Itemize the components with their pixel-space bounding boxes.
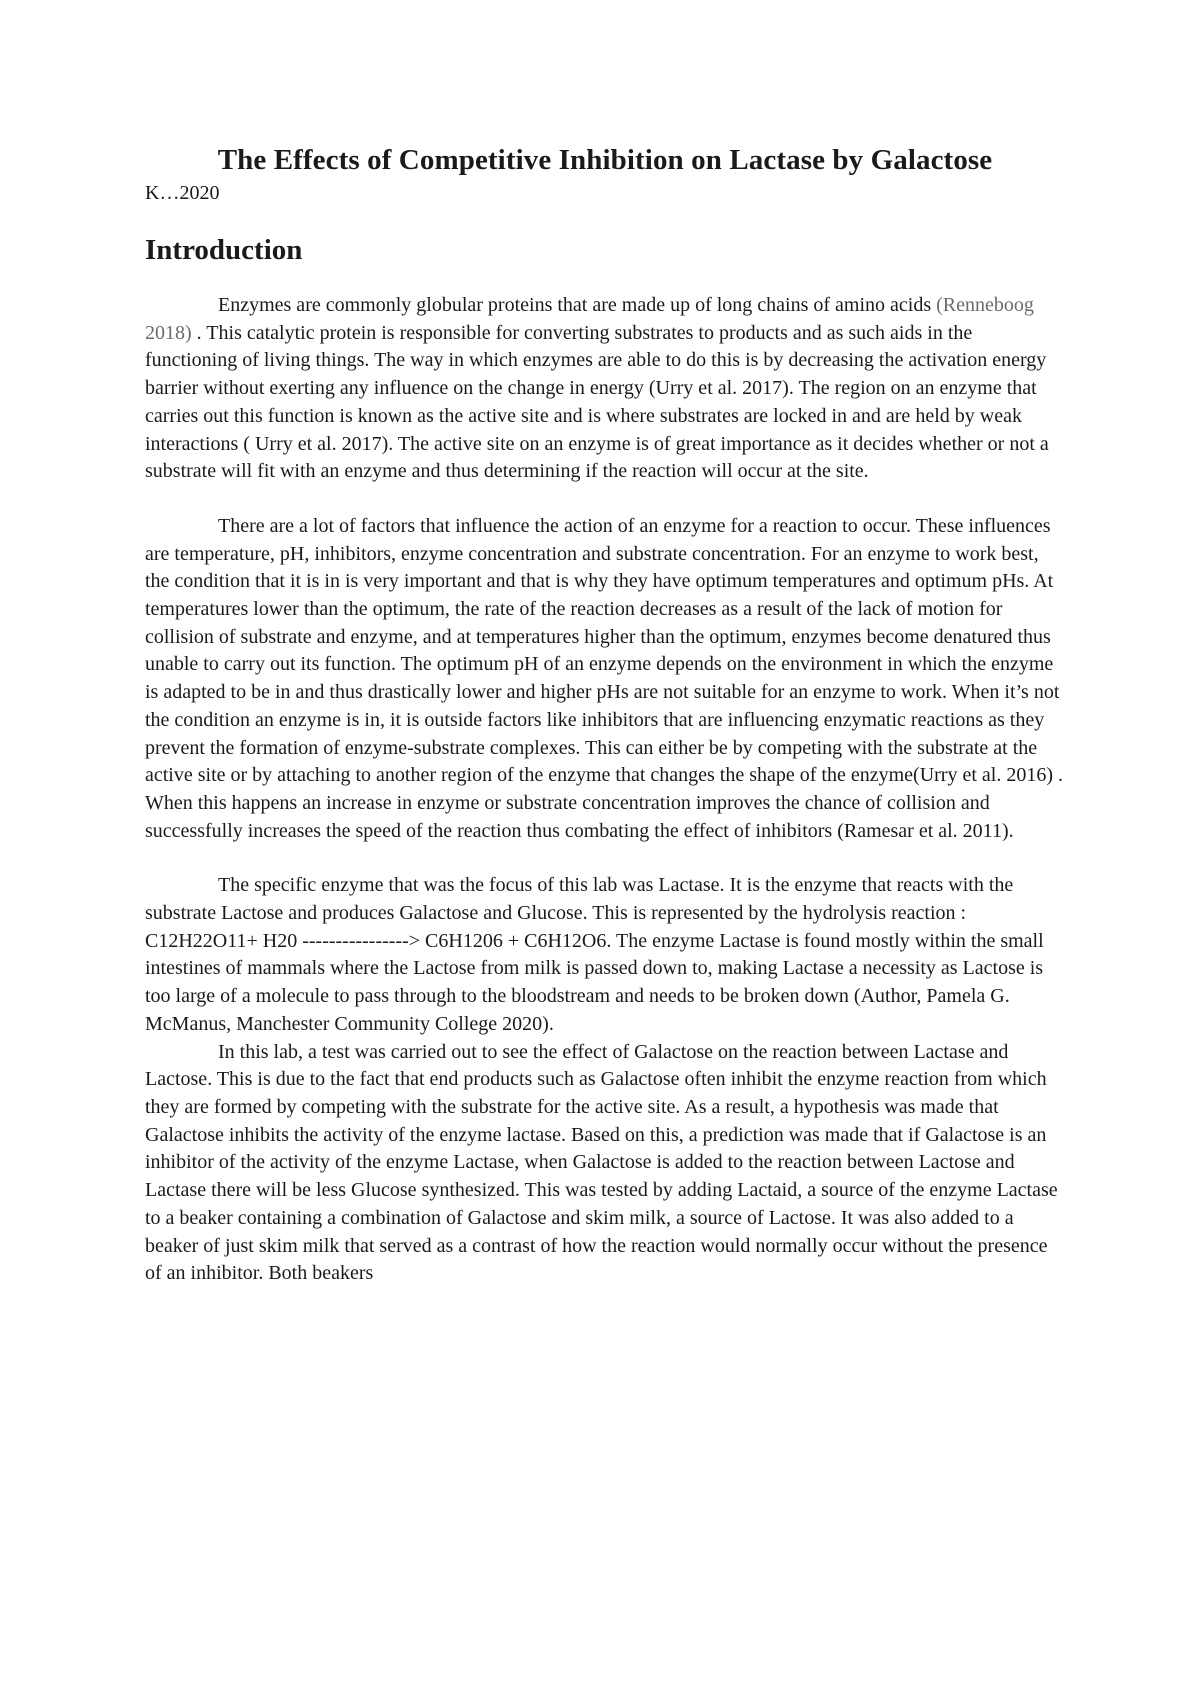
paragraph-3: The specific enzyme that was the focus of this lab was Lactase. It is the enzyme that reacts with the substrate Lactose and produces Galactose and Glucose. This is represented by the hydrolysis reaction : C12H22O11+ H20 ----------------> C6H1206 + C6H12O6. The enzyme Lactase is found mostly within the small intestines of mammals where the Lactose from milk is passed down to, making Lactase a necessity as Lactose is too large of a molecule to pass through to the bloodstream and needs to be broken down (Author, Pamela G. McManus, Manchester Community College 2020). <box>145 874 1044 1035</box>
paragraph-2: There are a lot of factors that influence the action of an enzyme for a reaction to occur. These influences are temperature, pH, inhibitors, enzyme concentration and substrate concentration. For an enzyme to work best, the condition that it is in is very important and that is why they have optimum temperatures and optimum pHs. At temperatures lower than the optimum, the rate of the reaction decreases as a result of the lack of motion for collision of substrate and enzyme, and at temperatures higher than the optimum, enzymes become denatured thus unable to carry out its function. The optimum pH of an enzyme depends on the environment in which the enzyme is adapted to be in and thus drastically lower and higher pHs are not suitable for an enzyme to work. When it’s not the condition an enzyme is in, it is outside factors like inhibitors that are influencing enzymatic reactions as they prevent the formation of enzyme-substrate complexes. This can either be by competing with the substrate at the active site or by attaching to another region of the enzyme that changes the shape of the enzyme(Urry et al. 2016) . When this happens an increase in enzyme or substrate concentration improves the chance of collision and successfully increases the speed of the reaction thus combating the effect of inhibitors (Ramesar et al. 2011). <box>145 514 1063 842</box>
paragraph-1-text-before: Enzymes are commonly globular proteins that are made up of long chains of amino acids <box>218 294 937 316</box>
section-heading-introduction: Introduction <box>145 234 303 266</box>
citation-renneboog[interactable]: (Renneboog 2018) <box>145 294 1034 344</box>
document-title: The Effects of Competitive Inhibition on Lactase by Galactose <box>217 144 993 176</box>
document-page <box>145 140 1065 1288</box>
paragraph-1-text-after: . This catalytic protein is responsible for converting substrates to products and as such aids in the functioning of living things. The way in which enzymes are able to do this is by decreasing the activation energy barrier without exerting any influence on the change in energy (Urry et al. 2017). The region on an enzyme that carries out this function is known as the active site and is where substrates are locked in and are held by weak interactions ( Urry et al. 2017). The active site on an enzyme is of great importance as it decides whether or not a substrate will fit with an enzyme and thus determining if the reaction will occur at the site. <box>145 321 1049 483</box>
introduction-body <box>145 292 1065 1288</box>
author-line: K…2020 <box>145 182 220 204</box>
paragraph-4: In this lab, a test was carried out to see the effect of Galactose on the reaction between Lactase and Lactose. This is due to the fact that end products such as Galactose often inhibit the enzyme reaction from which they are formed by competing with the substrate for the active site. As a result, a hypothesis was made that Galactose inhibits the activity of the enzyme lactase. Based on this, a prediction was made that if Galactose is an inhibitor of the activity of the enzyme Lactase, when Galactose is added to the reaction between Lactose and Lactase there will be less Glucose synthesized. This was tested by adding Lactaid, a source of the enzyme Lactase to a beaker containing a combination of Galactose and skim milk, a source of Lactose. It was also added to a beaker of just skim milk that served as a contrast of how the reaction would normally occur without the presence of an inhibitor. Both beakers <box>145 1040 1058 1285</box>
paragraph-1 <box>145 292 1065 486</box>
